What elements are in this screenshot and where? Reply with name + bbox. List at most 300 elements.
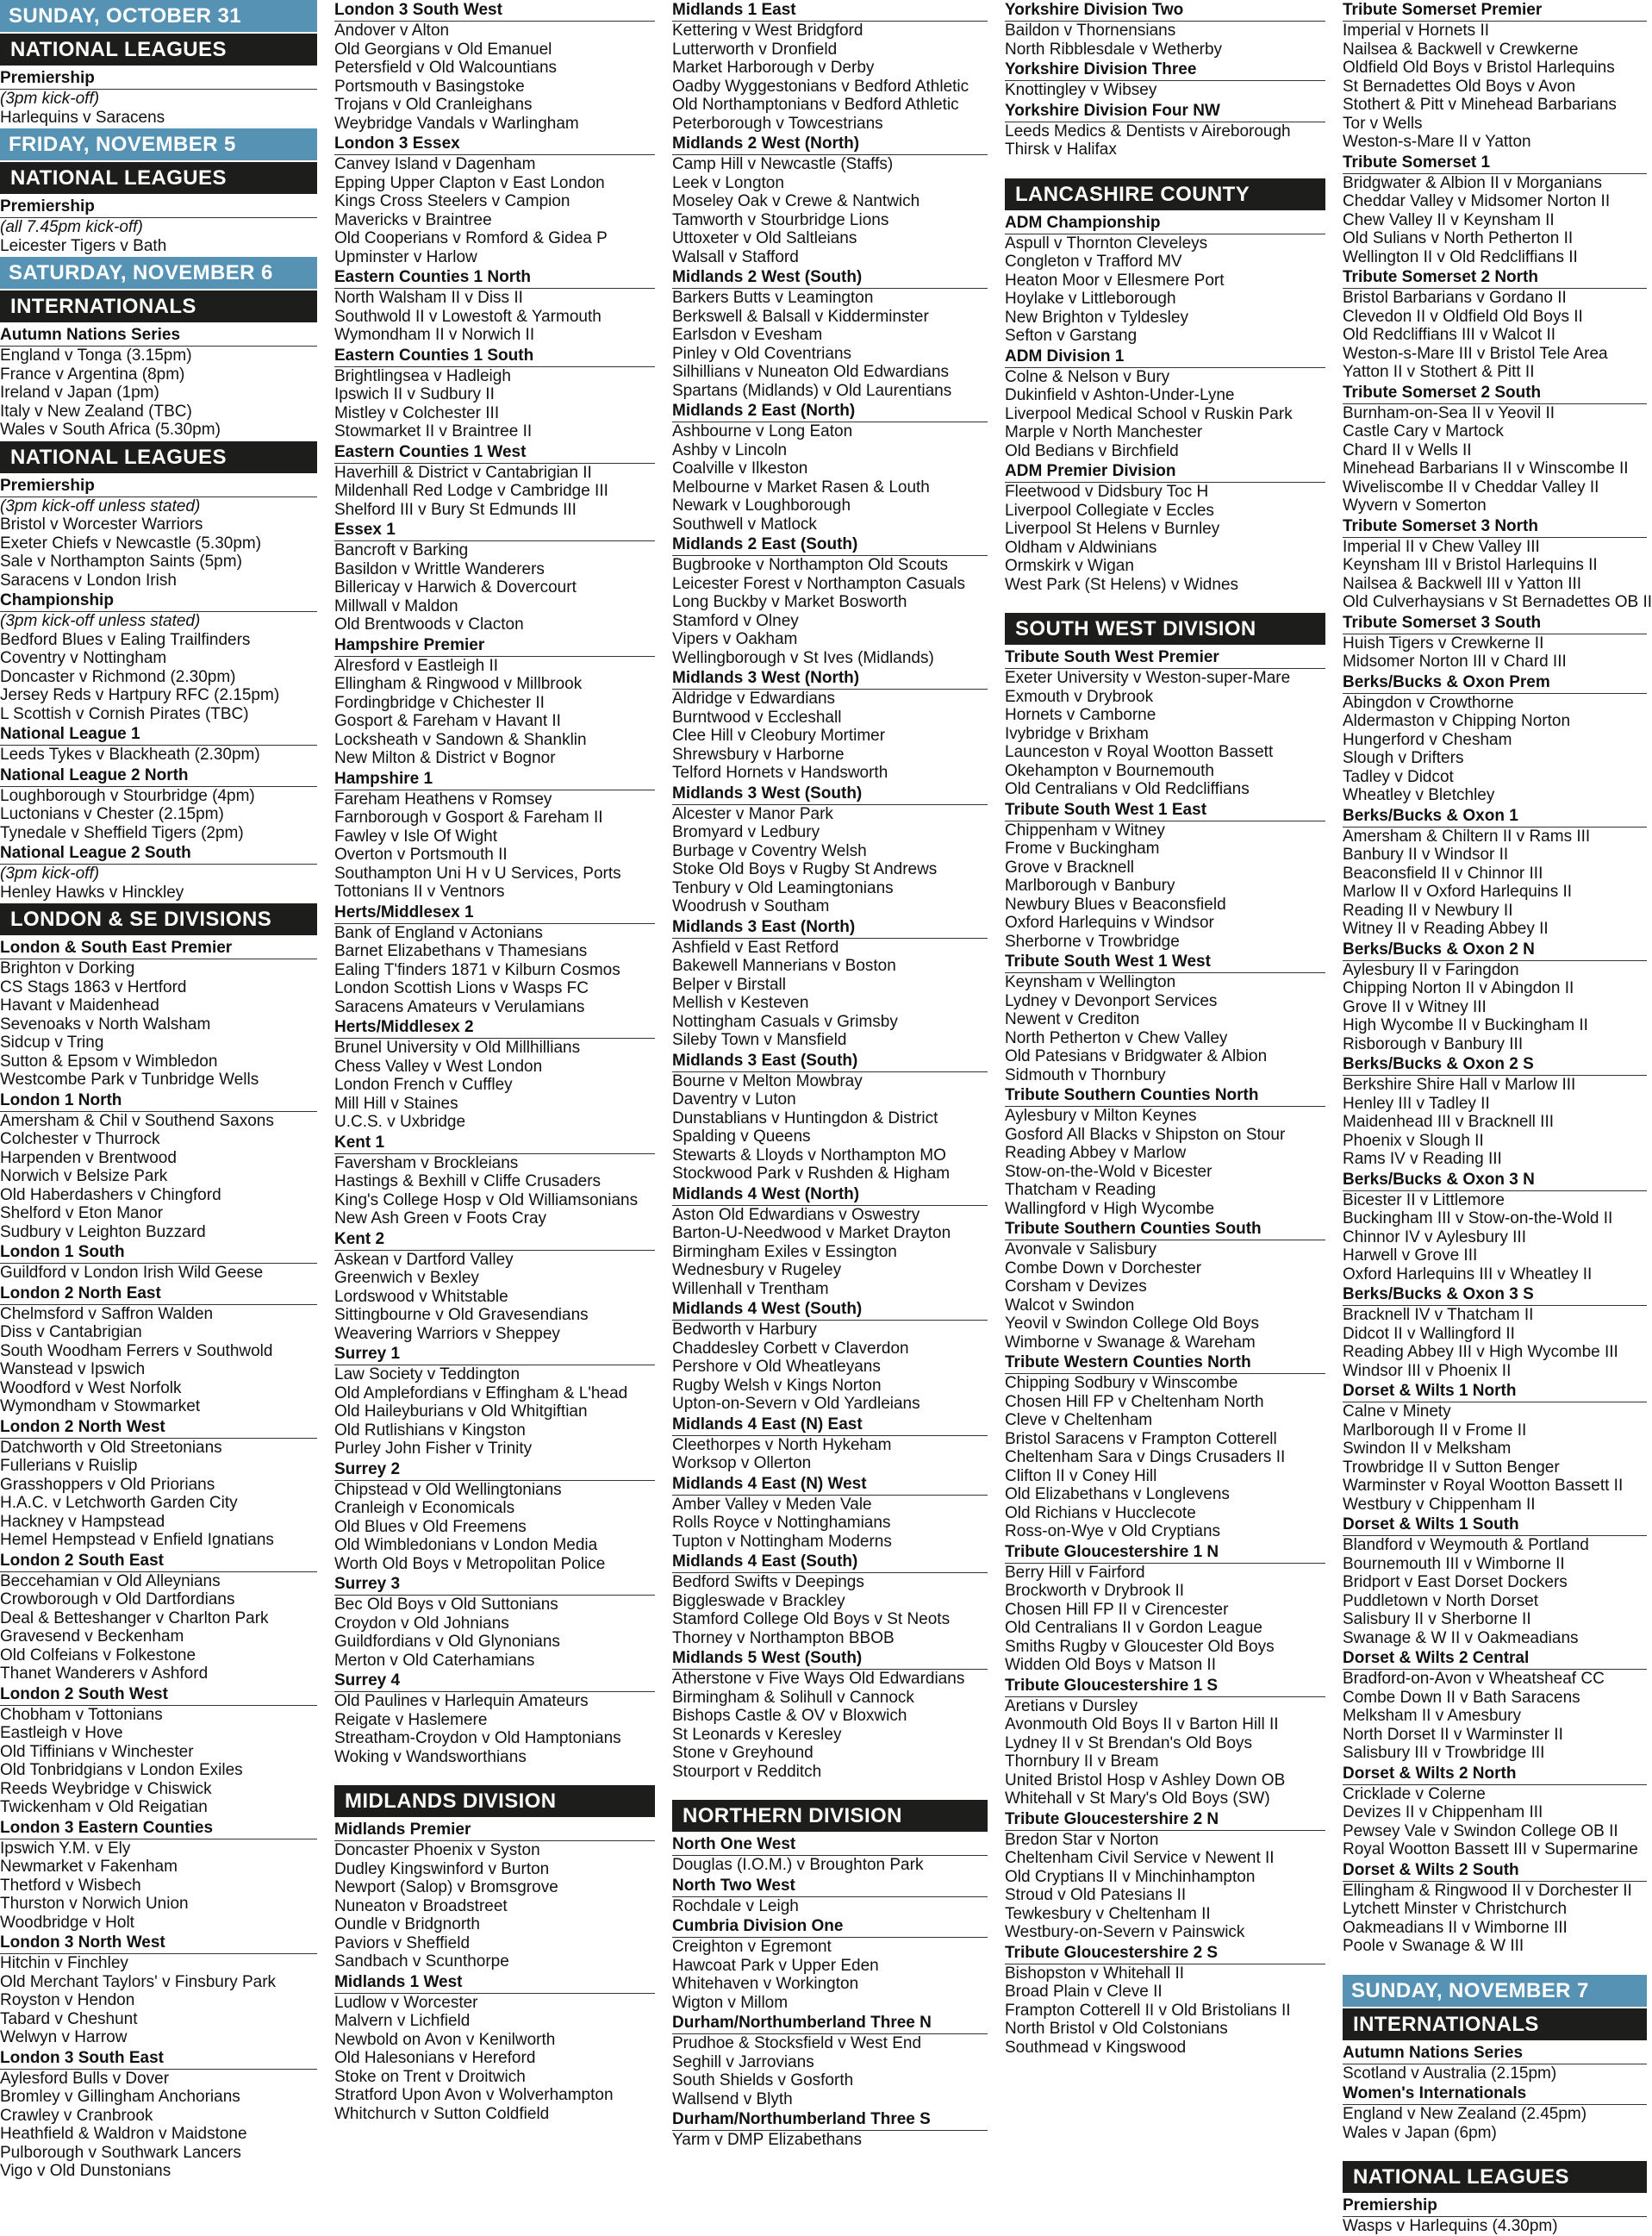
fixture-line: Launceston v Royal Wootton Bassett (1005, 743, 1274, 761)
fixture-line: Camp Hill v Newcastle (Staffs) (672, 155, 894, 173)
league-block (1343, 807, 1647, 939)
fixture-line: Ealing T'finders 1871 v Kilburn Cosmos (334, 960, 620, 979)
category-banner: MIDLANDS DIVISION (334, 1785, 655, 1817)
league-block (0, 1418, 317, 1550)
league-heading: Tribute Gloucestershire 2 N (1005, 1810, 1325, 1831)
league-heading: Tribute Southern Counties North (1005, 1086, 1325, 1107)
league-block (334, 268, 655, 345)
league-heading: Hampshire Premier (334, 636, 655, 657)
fixture-line: Bristol v Worcester Warriors (0, 515, 203, 534)
fixture-line: Old Sulians v North Petherton II (1343, 229, 1574, 247)
fixture-line: Marlborough v Banbury (1005, 877, 1175, 895)
league-heading: London 1 North (0, 1091, 317, 1112)
category-banner: NATIONAL LEAGUES (0, 34, 317, 66)
fixture-line: Okehampton v Bournemouth (1005, 761, 1214, 780)
fixture-line: Sale v Northampton Saints (5pm) (0, 553, 242, 571)
fixture-line: Vigo v Old Dunstonians (0, 2162, 171, 2180)
fixture-line: Old Colfeians v Folkestone (0, 1646, 196, 1665)
fixture-line: Saracens v London Irish (0, 571, 177, 590)
fixture-line: Marlow II v Oxford Harlequins II (1343, 883, 1573, 901)
fixture-line: Bedford Swifts v Deepings (672, 1573, 864, 1591)
league-block (1343, 1055, 1647, 1169)
fixture-line: Ellingham & Ringwood II v Dorchester II (1343, 1881, 1632, 1900)
fixture-line: Whitehaven v Workington (672, 1975, 859, 1993)
league-heading: Tribute Gloucestershire 1 S (1005, 1677, 1325, 1697)
league-block (0, 1284, 317, 1416)
fixture-line: Cleethorpes v North Hykeham (672, 1435, 892, 1454)
fixture-line: Witney II v Reading Abbey II (1343, 920, 1549, 938)
fixture-line: Southmead v Kingswood (1005, 2038, 1187, 2057)
fixture-line: Leeds Tykes v Blackheath (2.30pm) (0, 746, 260, 764)
league-block (0, 844, 317, 902)
fixture-line: Corsham v Devizes (1005, 1277, 1147, 1296)
fixture-line: Pershore v Old Wheatleyans (672, 1358, 881, 1376)
league-heading: London 2 North East (0, 1284, 317, 1305)
fixture-line: Hawcoat Park v Upper Eden (672, 1956, 879, 1975)
fixture-line: Billericay v Harwich & Dovercourt (334, 578, 577, 596)
fixture-line: Cheddar Valley v Midsomer Norton II (1343, 192, 1611, 210)
fixture-line: Grasshoppers v Old Priorians (0, 1475, 215, 1494)
league-block (0, 1685, 317, 1817)
fixture-line: Ashby v Lincoln (672, 440, 788, 459)
fixture-line: Tenbury v Old Leamingtonians (672, 878, 894, 897)
fixture-line: Bournemouth III v Wimborne II (1343, 1554, 1565, 1573)
fixture-line: Greenwich v Bexley (334, 1269, 479, 1287)
fixture-line: Phoenix v Slough II (1343, 1131, 1484, 1150)
category-banner: INTERNATIONALS (0, 290, 317, 322)
category-banner: NATIONAL LEAGUES (0, 162, 317, 194)
fixture-line: Peterborough v Towcestrians (672, 114, 883, 133)
fixture-line: Bridport v East Dorset Dockers (1343, 1573, 1568, 1591)
fixture-line: Chipping Sodbury v Winscombe (1005, 1374, 1238, 1392)
fixture-line: Rolls Royce v Nottinghamians (672, 1514, 891, 1532)
fixture-line: Hastings & Bexhill v Cliffe Crusaders (334, 1172, 602, 1190)
fixture-line: Old Amplefordians v Effingham & L'head (334, 1383, 628, 1402)
fixture-line: Thorney v Northampton BBOB (672, 1628, 895, 1647)
league-block (0, 1243, 317, 1283)
fixture-line: Wigton v Millom (672, 1993, 789, 2012)
fixture-line: Sevenoaks v North Walsham (0, 1015, 211, 1034)
fixture-line: Royal Wootton Bassett III v Supermarine (1343, 1840, 1638, 1858)
fixture-line: Vipers v Oakham (672, 630, 798, 648)
category-banner: NATIONAL LEAGUES (1343, 2161, 1647, 2193)
fixture-line: Bromley v Gillingham Anchorians (0, 2088, 240, 2106)
fixture-line: Ross-on-Wye v Old Cryptians (1005, 1522, 1221, 1540)
league-block (1005, 1353, 1325, 1541)
fixture-line: Millwall v Maldon (334, 596, 458, 615)
fixture-line: Stone v Greyhound (672, 1744, 814, 1762)
league-heading: Surrey 3 (334, 1575, 655, 1596)
fixture-line: Avonmouth Old Boys II v Barton Hill II (1005, 1715, 1279, 1733)
league-block (1005, 1944, 1325, 2058)
league-block (672, 1877, 988, 1916)
league-heading: Midlands 2 West (South) (672, 268, 988, 289)
league-heading: Premiership (0, 69, 317, 90)
fixture-line: Didcot II v Wallingford II (1343, 1324, 1515, 1343)
fixture-line: Aretians v Dursley (1005, 1696, 1138, 1715)
fixture-line: Whitehall v St Mary's Old Boys (SW) (1005, 1789, 1270, 1808)
fixture-line: Guildfordians v Old Glynonians (334, 1633, 560, 1651)
fixture-line: North Dorset II v Warminster II (1343, 1725, 1563, 1744)
fixture-line: Hackney v Hampstead (0, 1512, 165, 1531)
fixture-line: Ludlow v Worcester (334, 1993, 478, 2012)
fixture-line: Grove II v Witney III (1343, 997, 1487, 1016)
fixture-line: Wiveliscombe II v Cheddar Valley II (1343, 478, 1599, 497)
kickoff-note: (3pm kick-off) (0, 865, 100, 883)
league-heading: Autumn Nations Series (0, 326, 317, 347)
fixture-line: Saracens Amateurs v Verulamians (334, 997, 585, 1016)
fixture-line: Malvern v Lichfield (334, 2012, 471, 2030)
fixture-line: Stroud v Old Patesians II (1005, 1886, 1187, 1904)
fixture-line: Norwich v Belsize Park (0, 1167, 168, 1185)
fixture-line: Stoke on Trent v Droitwich (334, 2067, 526, 2086)
league-block (1343, 940, 1647, 1054)
league-block (1005, 214, 1325, 346)
league-block (0, 477, 317, 590)
fixture-line: Old Cooperians v Romford & Gidea P (334, 229, 608, 247)
fixture-line: Puddletown v North Dorset (1343, 1591, 1539, 1610)
fixture-line: Marlborough II v Frome II (1343, 1421, 1527, 1440)
league-heading: Surrey 4 (334, 1671, 655, 1692)
fixture-line: Old Culverhaysians v St Bernadettes OB II (1343, 593, 1652, 611)
fixture-line: Banbury II v Windsor II (1343, 846, 1509, 864)
league-heading: Midlands 1 East (672, 1, 988, 22)
league-block (672, 535, 988, 667)
league-heading: Dorset & Wilts 1 North (1343, 1382, 1647, 1402)
league-heading: Midlands 3 West (North) (672, 669, 988, 690)
fixture-line: Maidenhead III v Bracknell III (1343, 1113, 1555, 1131)
fixture-line: Berry Hill v Fairford (1005, 1563, 1145, 1582)
fixture-line: Bristol Barbarians v Gordano II (1343, 289, 1567, 307)
fixture-line: Amersham & Chil v Southend Saxons (0, 1111, 274, 1130)
league-heading: Berks/Bucks & Oxon 2 N (1343, 940, 1647, 961)
fixture-line: Stoke Old Boys v Rugby St Andrews (672, 860, 938, 878)
fixture-line: Clee Hill v Cleobury Mortimer (672, 727, 886, 745)
fixture-line: Woking v Wandsworthians (334, 1747, 527, 1766)
league-block (0, 326, 317, 440)
fixture-line: Reading II v Newbury II (1343, 901, 1513, 920)
league-heading: Eastern Counties 1 South (334, 347, 655, 367)
fixture-line: Lutterworth v Dronfield (672, 40, 838, 59)
fixture-line: Swanage & W II v Oakmeadians (1343, 1628, 1579, 1647)
fixture-line: Dudley Kingswinford v Burton (334, 1859, 550, 1878)
fixture-line: Telford Hornets v Handsworth (672, 764, 888, 782)
fixture-line: Upminster v Harlow (334, 247, 477, 266)
league-heading: Tribute Southern Counties South (1005, 1220, 1325, 1240)
fixture-line: Petersfield v Old Walcountians (334, 59, 558, 77)
fixture-line: Newmarket v Fakenham (0, 1858, 178, 1876)
league-block (0, 2049, 317, 2181)
league-block (1005, 1, 1325, 59)
league-block (672, 784, 988, 916)
fixture-line: Sefton v Garstang (1005, 327, 1138, 345)
fixture-line: Birmingham & Solihull v Cannock (672, 1688, 914, 1707)
league-heading: Premiership (1343, 2196, 1647, 2217)
fixture-line: Ashbourne v Long Eaton (672, 422, 853, 440)
fixture-line: Ireland v Japan (1pm) (0, 384, 159, 402)
fixture-line: Stratford Upon Avon v Wolverhampton (334, 2086, 614, 2104)
league-heading: London 3 Eastern Counties (0, 1819, 317, 1839)
fixture-line: Hungerford v Chesham (1343, 730, 1512, 749)
league-block (0, 725, 317, 765)
fixture-line: Bancroft v Barking (334, 541, 469, 559)
fixture-line: Earlsdon v Evesham (672, 326, 823, 344)
fixture-line: Old Tonbridgians v London Exiles (0, 1761, 243, 1779)
league-block (334, 903, 655, 1017)
fixture-line: London French v Cuffley (334, 1076, 513, 1094)
fixture-line: Brighton v Dorking (0, 959, 135, 977)
fixture-line: Sutton & Epsom v Wimbledon (0, 1052, 218, 1071)
fixture-line: Bishops Castle & OV v Bloxwich (672, 1707, 907, 1725)
league-heading: Dorset & Wilts 2 North (1343, 1764, 1647, 1785)
fixture-line: Tabard v Cheshunt (0, 2009, 138, 2028)
fixture-line: Wellingborough v St Ives (Midlands) (672, 648, 934, 667)
fixture-line: Ipswich Y.M. v Ely (0, 1839, 131, 1858)
fixture-line: Westbury-on-Severn v Painswick (1005, 1923, 1245, 1941)
fixture-line: Brockworth v Drybrook II (1005, 1582, 1184, 1600)
fixture-line: Law Society v Teddington (334, 1365, 521, 1383)
fixture-line: Upton-on-Severn v Old Yardleians (672, 1395, 920, 1413)
fixture-line: Bromyard v Ledbury (672, 823, 820, 841)
fixture-line: Bec Old Boys v Old Suttonians (334, 1596, 558, 1614)
fixture-line: Mildenhall Red Lodge v Cambridge III (334, 482, 608, 500)
fixture-line: Ellingham & Ringwood v Millbrook (334, 675, 583, 693)
fixture-line: King's College Hosp v Old Williamsonians (334, 1190, 639, 1209)
fixture-line: United Bristol Hosp v Ashley Down OB (1005, 1771, 1286, 1789)
fixture-line: Gosford All Blacks v Shipston on Stour (1005, 1125, 1286, 1144)
fixture-line: Warminster v Royal Wootton Bassett II (1343, 1477, 1624, 1495)
league-heading: Herts/Middlesex 1 (334, 903, 655, 924)
league-heading: Tribute Somerset 2 North (1343, 268, 1647, 289)
league-heading: Yorkshire Division Two (1005, 1, 1325, 22)
fixture-line: Slough v Drifters (1343, 749, 1464, 767)
league-block (672, 402, 988, 534)
fixture-line: Diss v Cantabrigian (0, 1323, 142, 1341)
fixture-line: Newport (Salop) v Bromsgrove (334, 1878, 558, 1896)
fixture-line: Midsomer Norton III v Chard III (1343, 653, 1567, 671)
league-heading: ADM Premier Division (1005, 462, 1325, 483)
fixture-line: Nottingham Casuals v Grimsby (672, 1012, 898, 1031)
fixture-line: Burnham-on-Sea II v Yeovil II (1343, 403, 1555, 422)
league-heading: Durham/Northumberland Three N (672, 2014, 988, 2034)
fixture-line: Fawley v Isle Of Wight (334, 827, 497, 846)
fixture-line: Old Centralians II v Gordon League (1005, 1619, 1262, 1637)
fixture-line: Tynedale v Sheffield Tigers (2pm) (0, 823, 244, 842)
league-heading: Midlands 4 West (South) (672, 1300, 988, 1321)
fixture-line: Yatton II v Stothert & Pitt II (1343, 363, 1535, 381)
fixture-line: Weavering Warriors v Sheppey (334, 1324, 560, 1343)
fixture-line: Woodbridge v Holt (0, 1913, 134, 1932)
fixture-line: Wanstead v Ipswich (0, 1360, 146, 1378)
fixture-line: Mellish v Kesteven (672, 994, 809, 1012)
league-block (672, 1052, 988, 1184)
fixture-line: Devizes II v Chippenham III (1343, 1803, 1543, 1821)
league-heading: Dorset & Wilts 1 South (1343, 1515, 1647, 1536)
league-block (334, 1575, 655, 1670)
fixture-line: London Scottish Lions v Wasps FC (334, 979, 589, 997)
league-heading: London 3 South West (334, 1, 655, 22)
league-block (334, 1, 655, 133)
league-block (1005, 648, 1325, 799)
fixture-line: Purley John Fisher v Trinity (334, 1440, 533, 1458)
fixture-line: Clevedon II v Oldfield Old Boys II (1343, 307, 1583, 326)
fixture-line: Hemel Hempstead v Enfield Ignatians (0, 1531, 274, 1549)
league-block (334, 1973, 655, 2124)
fixture-line: Merton v Old Caterhamians (334, 1651, 535, 1670)
fixtures-column-3 (664, 0, 996, 2207)
league-block (334, 1345, 655, 1458)
fixture-line: St Leonards v Keresley (672, 1725, 842, 1744)
fixture-line: Stowmarket II v Braintree II (334, 422, 533, 440)
fixture-line: Bredon Star v Norton (1005, 1830, 1159, 1849)
fixture-line: Combe Down v Dorchester (1005, 1259, 1202, 1277)
fixture-line: Thurston v Norwich Union (0, 1895, 189, 1913)
fixture-line: Old Northamptonians v Bedford Athletic (672, 96, 959, 114)
fixture-line: Stewarts & Lloyds v Northampton MO (672, 1146, 946, 1165)
league-block (672, 1917, 988, 2012)
fixture-line: Imperial v Hornets II (1343, 22, 1489, 40)
fixture-line: Mill Hill v Staines (334, 1094, 458, 1113)
fixture-line: Wasps v Harlequins (4.30pm) (1343, 2217, 1558, 2235)
fixtures-column-2 (326, 0, 664, 2207)
fixture-line: Tadley v Didcot (1343, 767, 1454, 786)
fixture-line: Tor v Wells (1343, 114, 1423, 133)
fixture-line: New Brighton v Tyldesley (1005, 308, 1188, 327)
league-heading: National League 2 South (0, 844, 317, 865)
date-banner: SATURDAY, NOVEMBER 6 (0, 257, 317, 289)
fixture-line: Minehead Barbarians II v Winscombe II (1343, 459, 1629, 478)
fixture-line: Oakmeadians II v Wimborne III (1343, 1918, 1568, 1937)
fixture-line: South Woodham Ferrers v Southwold (0, 1341, 273, 1360)
fixture-line: Reeds Weybridge v Chiswick (0, 1779, 212, 1798)
fixture-line: Henley III v Tadley II (1343, 1094, 1490, 1113)
fixture-line: Wheatley v Bletchley (1343, 786, 1495, 804)
fixture-line: Trowbridge II v Sutton Benger (1343, 1458, 1560, 1477)
league-block (334, 443, 655, 520)
league-block (1005, 102, 1325, 159)
fixture-line: Birmingham Exiles v Essington (672, 1242, 897, 1261)
fixture-line: South Shields v Gosforth (672, 2071, 854, 2089)
fixture-line: Pinley v Old Coventrians (672, 344, 852, 363)
kickoff-note: (3pm kick-off) (0, 90, 100, 108)
fixture-line: U.C.S. v Uxbridge (334, 1113, 466, 1131)
fixture-line: North Bristol v Old Colstonians (1005, 2020, 1228, 2038)
fixture-line: Croydon v Old Johnians (334, 1614, 509, 1633)
fixture-line: England v Tonga (3.15pm) (0, 347, 192, 365)
league-heading: Midlands 5 West (South) (672, 1649, 988, 1670)
fixture-line: CS Stags 1863 v Hertford (0, 977, 187, 996)
fixture-line: Worth Old Boys v Metropolitan Police (334, 1554, 606, 1573)
league-heading: Midlands Premier (334, 1821, 655, 1841)
fixture-line: Salisbury III v Trowbridge III (1343, 1744, 1545, 1762)
fixture-line: Old Redcliffians III v Walcot II (1343, 326, 1556, 344)
league-heading: Midlands 4 West (North) (672, 1185, 988, 1206)
fixture-line: Brunel University v Old Millhillians (334, 1039, 581, 1057)
fixture-line: Stothert & Pitt v Minehead Barbarians (1343, 96, 1617, 114)
league-heading: Midlands 4 East (South) (672, 1552, 988, 1573)
fixture-line: Chosen Hill FP II v Cirencester (1005, 1600, 1229, 1619)
fixture-line: Old Elizabethans v Longlevens (1005, 1485, 1230, 1503)
fixture-line: Oxford Harlequins III v Wheatley II (1343, 1265, 1593, 1284)
league-block (1343, 1649, 1647, 1763)
league-block (0, 1091, 317, 1242)
fixture-line: Trojans v Old Cranleighans (334, 96, 533, 114)
fixture-line: Aylesbury v Milton Keynes (1005, 1107, 1197, 1125)
league-heading: Berks/Bucks & Oxon 3 S (1343, 1285, 1647, 1306)
fixture-line: Bedworth v Harbury (672, 1321, 817, 1339)
league-block (1343, 153, 1647, 267)
league-heading: Tribute Somerset 3 North (1343, 517, 1647, 538)
fixtures-column-5 (1334, 0, 1652, 2235)
fixture-line: Barton-U-Needwood v Market Drayton (672, 1224, 951, 1242)
fixture-line: Bugbrooke v Northampton Old Scouts (672, 556, 949, 574)
league-heading: Midlands 2 West (North) (672, 134, 988, 155)
fixture-line: Henley Hawks v Hinckley (0, 883, 184, 902)
fixture-line: Mavericks v Braintree (334, 210, 492, 229)
fixture-line: West Park (St Helens) v Widnes (1005, 575, 1239, 594)
fixture-line: Locksheath v Sandown & Shanklin (334, 730, 587, 749)
league-heading: Midlands 2 East (North) (672, 402, 988, 422)
league-heading: National League 2 North (0, 766, 317, 787)
fixture-line: Weston-s-Mare III v Bristol Tele Area (1343, 344, 1608, 363)
fixture-line: Hoylake v Littleborough (1005, 290, 1176, 308)
fixture-line: Coventry v Nottingham (0, 649, 167, 667)
fixture-line: Old Wimbledonians v London Media (334, 1536, 598, 1554)
fixture-line: Paviors v Sheffield (334, 1933, 471, 1952)
fixture-line: Southwell v Matlock (672, 515, 817, 534)
fixture-line: Clifton II v Coney Hill (1005, 1466, 1157, 1485)
fixture-line: Tupton v Nottingham Moderns (672, 1532, 892, 1551)
league-heading: Midlands 3 West (South) (672, 784, 988, 805)
fixture-line: Bradford-on-Avon v Wheatsheaf CC (1343, 1670, 1605, 1688)
fixture-line: Chinnor IV v Aylesbury III (1343, 1227, 1526, 1246)
league-block (0, 69, 317, 127)
fixture-line: Old Halesonians v Hereford (334, 2049, 536, 2067)
fixture-line: Aldermaston v Chipping Norton (1343, 712, 1571, 730)
fixture-line: Faversham v Brockleians (334, 1153, 519, 1172)
fixture-line: Amber Valley v Meden Vale (672, 1495, 872, 1514)
fixture-line: Walcot v Swindon (1005, 1296, 1135, 1315)
fixture-line: Douglas (I.O.M.) v Broughton Park (672, 1856, 924, 1874)
fixture-line: Chew Valley II v Keynsham II (1343, 210, 1555, 229)
fixture-line: Overton v Portsmouth II (334, 846, 508, 864)
league-heading: Premiership (0, 477, 317, 497)
fixture-line: Luctonians v Chester (2.15pm) (0, 805, 224, 823)
category-banner: LANCASHIRE COUNTY (1005, 178, 1325, 210)
fixture-line: Chipping Norton II v Abingdon II (1343, 979, 1574, 997)
league-heading: Tribute Somerset 2 South (1343, 384, 1647, 404)
fixture-line: Marple v North Manchester (1005, 423, 1203, 441)
fixture-line: Old Richians v Hucclecote (1005, 1503, 1196, 1522)
league-block (1343, 1285, 1647, 1380)
fixture-line: Sidcup v Tring (0, 1034, 104, 1052)
fixture-line: Italy v New Zealand (TBC) (0, 402, 192, 421)
fixture-line: Sherborne v Trowbridge (1005, 932, 1180, 951)
fixture-line: Walsall v Stafford (672, 247, 799, 266)
fixture-line: Thatcham v Reading (1005, 1181, 1156, 1199)
league-heading: London 3 South East (0, 2049, 317, 2070)
fixture-line: Bakewell Mannerians v Boston (672, 957, 896, 975)
fixture-line: Stow-on-the-Wold v Bicester (1005, 1162, 1213, 1181)
fixture-line: Yeovil v Swindon College Old Boys (1005, 1315, 1260, 1333)
fixture-line: Cheltenham Civil Service v Newent II (1005, 1849, 1275, 1867)
league-block (672, 669, 988, 783)
fixture-line: Chard II v Wells II (1343, 440, 1472, 459)
fixture-line: Windsor III v Phoenix II (1343, 1361, 1512, 1380)
fixture-line: Sittingbourne v Old Gravesendians (334, 1306, 589, 1324)
fixture-line: Chosen Hill FP v Cheltenham North (1005, 1392, 1264, 1411)
league-block (334, 1821, 655, 1971)
